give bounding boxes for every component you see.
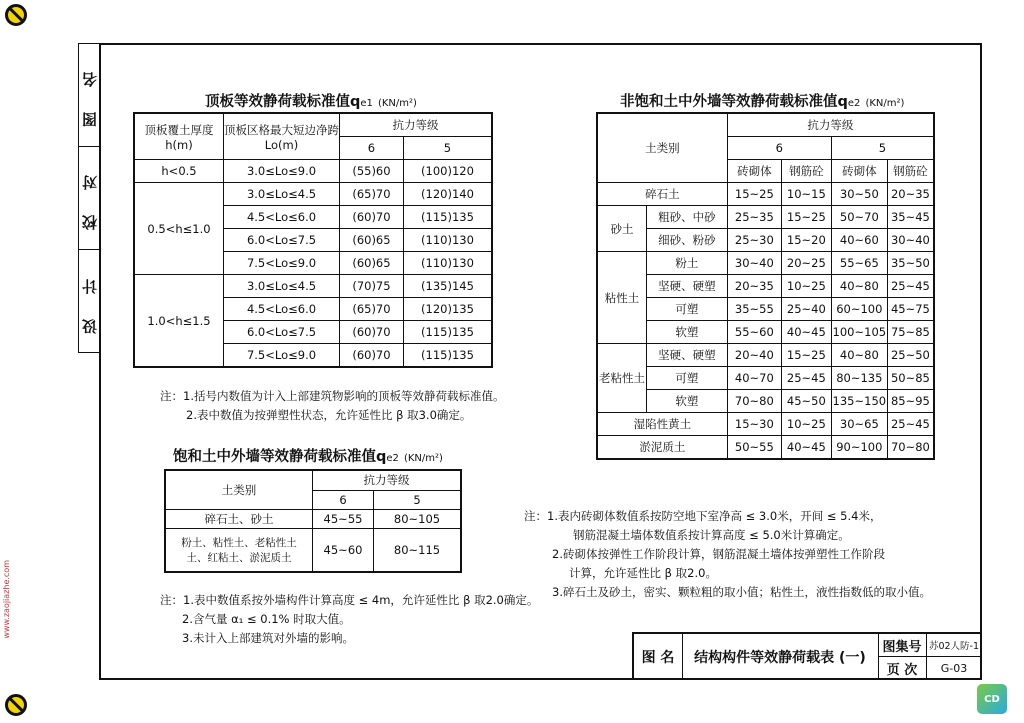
table-row: 淤泥质土 50~55 40~45 90~100 70~80 xyxy=(597,436,934,460)
table1-note-2: 2.表中数值为按弹塑性状态，允许延性比 β 取3.0确定。 xyxy=(186,408,472,422)
table1-note-1: 注：1.括号内数值为计入上部建筑物影响的顶板等效静荷载标准值。 xyxy=(160,389,505,403)
table-row: h<0.5 3.0≤Lo≤9.0 (55)60 (100)120 xyxy=(134,160,492,183)
side-check-label: 校 对 xyxy=(81,165,99,231)
table-row: 4.5<Lo≤6.0 (60)70 (115)135 xyxy=(134,206,492,229)
page-label: 页 次 xyxy=(878,657,927,680)
table-row: 0.5<h≤1.0 3.0≤Lo≤4.5 (65)70 (120)140 xyxy=(134,183,492,206)
table3-note-2: 2.含气量 α₁ ≤ 0.1% 时取大值。 xyxy=(182,612,351,626)
table-row: 粘性土 粉土 30~40 20~25 55~65 35~50 xyxy=(597,252,934,275)
title-block xyxy=(632,632,982,680)
title-block-name-label: 图 名 xyxy=(634,634,683,680)
side-design-label: 设 计 xyxy=(81,268,99,335)
table-row: 老粘性土 坚硬、硬塑 20~40 15~25 40~80 25~50 xyxy=(597,344,934,367)
table-row: 4.5<Lo≤6.0 (65)70 (120)135 xyxy=(134,298,492,321)
table-row: 坚硬、硬塑 20~35 10~25 40~80 25~45 xyxy=(597,275,934,298)
table-row: 6.0<Lo≤7.5 (60)65 (110)130 xyxy=(134,229,492,252)
table2-note-3: 3.碎石土及砂土，密实、颗粒粗的取小值；粘性土，液性指数低的取小值。 xyxy=(552,585,931,599)
table-row: 可塑 40~70 25~45 80~135 50~85 xyxy=(597,367,934,390)
table2-note-2b: 计算，允许延性比 β 取2.0。 xyxy=(569,566,717,580)
no-entry-icon xyxy=(5,694,27,716)
atlas-number: 苏02人防-1 xyxy=(926,634,982,657)
table-row: 7.5<Lo≤9.0 (60)65 (110)130 xyxy=(134,252,492,275)
table2-note-2: 2.砖砌体按弹性工作阶段计算，钢筋混凝土墙体按弹塑性工作阶段 xyxy=(552,547,885,561)
site-logo: CD xyxy=(977,684,1007,714)
table-row: 碎石土 15~25 10~15 30~50 20~35 xyxy=(597,183,934,206)
no-entry-icon xyxy=(5,4,27,26)
table-row: 砂土 粗砂、中砂 25~35 15~25 50~70 35~45 xyxy=(597,206,934,229)
table-row: 1.0<h≤1.5 3.0≤Lo≤4.5 (70)75 (135)145 xyxy=(134,275,492,298)
table1-title: 顶板等效静荷载标准值qe1 (KN/m²) xyxy=(205,94,417,110)
table2-title: 非饱和土中外墙等效静荷载标准值qe2 (KN/m²) xyxy=(620,94,905,110)
table3-note-3: 3.未计入上部建筑对外墙的影响。 xyxy=(182,631,354,645)
unsaturated-soil-load-table: 土类别 抗力等级 6 5 砖砌体 钢筋砼 砖砌体 钢筋砼 碎石土 15~25 10~15 30~50 20~35 砂土 粗砂、中砂 25~35 15~25 50~70 35~45 细砂、粉砂 25~30 15~20 40~60 30~40 粘性土 粉土 30~40 20~25 55~65 35~50 坚硬、硬塑 20~35 10~25 40~80 25~45 可塑 35~55 25~40 60~100 45~75 软塑 55~60 40~45 100~105 75~85 老粘性土 坚硬、硬塑 20~40 15~25 40~80 25~50 可塑 40~70 25~45 80~135 50~85 软塑 70~80 45~50 135~150 85~95 湿陷性黄土 15~30 10~25 30~65 25~45 淤泥质土 50~55 40~45 90~100 70~80 xyxy=(596,112,935,460)
table-row: 粉土、粘性土、老粘性土 土、红粘土、淤泥质土 45~60 80~115 xyxy=(165,529,461,573)
table3-title: 饱和土中外墙等效静荷载标准值qe2 (KN/m²) xyxy=(173,449,443,465)
saturated-soil-load-table: 土类别 抗力等级 6 5 碎石土、砂土 45~55 80~105 粉土、粘性土、老粘性土 土、红粘土、淤泥质土 45~60 80~115 xyxy=(164,469,462,573)
table2-note-1: 注：1.表内砖砌体数值系按防空地下室净高 ≤ 3.0米，开间 ≤ 5.4米， xyxy=(524,509,882,523)
atlas-label: 图集号 xyxy=(878,634,927,657)
table-row: 可塑 35~55 25~40 60~100 45~75 xyxy=(597,298,934,321)
watermark: www.zaojiazhe.com xyxy=(2,560,11,639)
table-row: 7.5<Lo≤9.0 (60)70 (115)135 xyxy=(134,344,492,368)
drawing-name: 结构构件等效静荷载表 (一) xyxy=(682,634,879,680)
table3-note-1: 注：1.表中数值系按外墙构件计算高度 ≤ 4m，允许延性比 β 取2.0确定。 xyxy=(160,593,539,607)
side-strip xyxy=(78,43,99,353)
table-row: 软塑 70~80 45~50 135~150 85~95 xyxy=(597,390,934,413)
table-row: 湿陷性黄土 15~30 10~25 30~65 25~45 xyxy=(597,413,934,436)
page-number: G-03 xyxy=(940,662,968,675)
roof-load-table: 顶板覆土厚度 h(m) 顶板区格最大短边净跨 Lo(m) 抗力等级 6 5 h<0.5 3.0≤Lo≤9.0 (55)60 (100)120 0.5<h≤1.0 3.0≤Lo≤4.5 (65)70 (120)140 4.5<Lo≤6.0 (60)70 (115)135 6.0<Lo≤7.5 (60)65 (110)130 7.5<Lo≤9.0 (60)65 (110)130 1.0<h≤1.5 3.0≤Lo≤4.5 (70)75 (135)145 4.5<Lo≤6.0 (65)70 (120)135 6.0<Lo≤7.5 (60)70 (115)135 7.5<Lo≤9.0 (60)70 (115)135 xyxy=(133,112,493,368)
table-row: 碎石土、砂土 45~55 80~105 xyxy=(165,510,461,529)
table-row: 细砂、粉砂 25~30 15~20 40~60 30~40 xyxy=(597,229,934,252)
table-row: 6.0<Lo≤7.5 (60)70 (115)135 xyxy=(134,321,492,344)
side-name-label: 图 名 xyxy=(81,62,99,128)
table-row: 软塑 55~60 40~45 100~105 75~85 xyxy=(597,321,934,344)
table2-note-1b: 钢筋混凝土墙体数值系按计算高度 ≤ 5.0米计算确定。 xyxy=(573,528,850,542)
